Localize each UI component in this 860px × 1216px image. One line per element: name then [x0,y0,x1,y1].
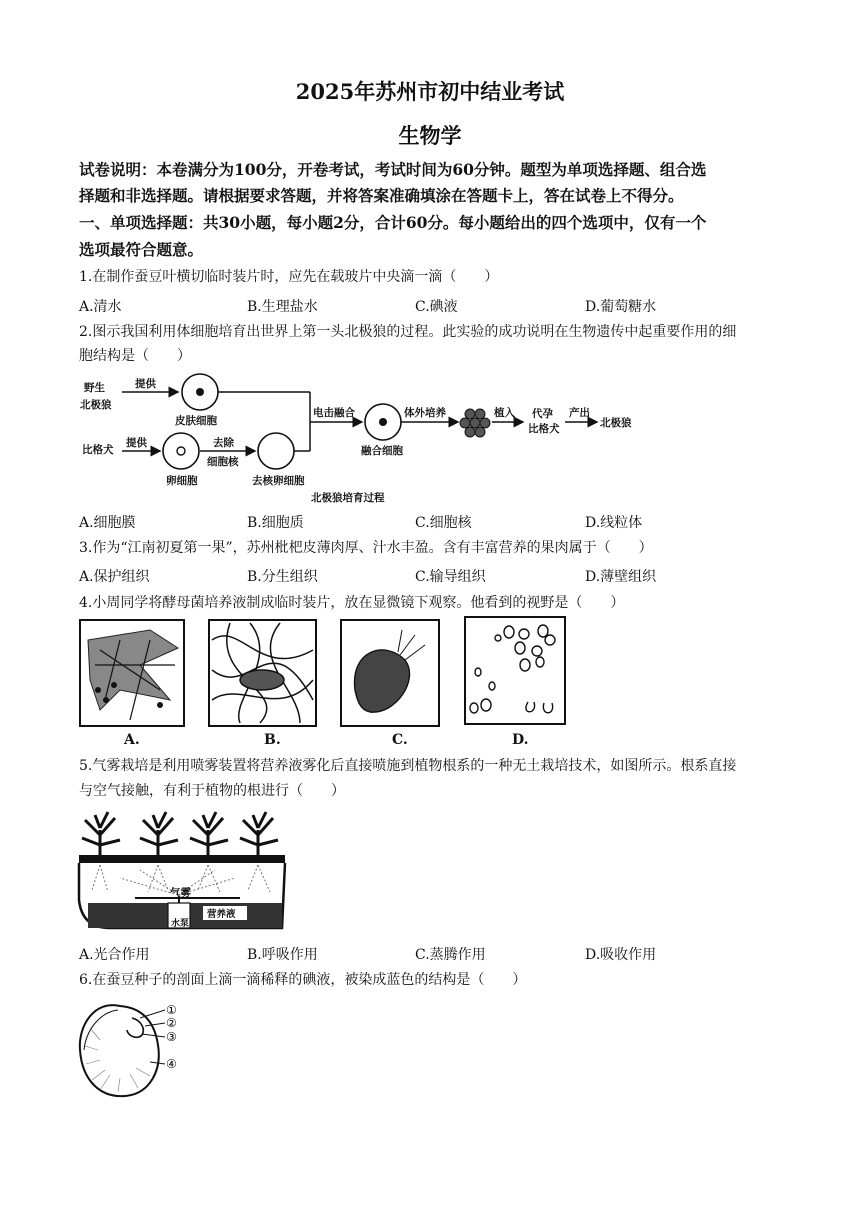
surrogate-label-2: 比格犬 [528,423,560,435]
question-4-option-c[interactable]: C. [392,732,408,748]
question-2-option-c[interactable]: C.细胞核 [415,515,472,531]
remove-label-2: 细胞核 [207,456,239,468]
enucleated-egg-label: 去核卵细胞 [252,475,305,487]
question-2-option-b[interactable]: B.细胞质 [247,515,304,531]
section-heading-line-2: 选项最符合题意。 [79,240,204,259]
provide-label-1: 提供 [135,378,156,390]
instructions-line-2: 择题和非选择题。请根据要求答题，并将答案准确填涂在答题卡上，答在试卷上不得分。 [79,186,684,205]
question-4-option-d[interactable]: D. [512,732,529,748]
remove-label-1: 去除 [213,437,234,449]
section-heading-line-1: 一、单项选择题：共30小题，每小题2分，合计60分。每小题给出的四个选项中，仅有一个 [79,213,707,232]
question-2-option-d[interactable]: D.线粒体 [585,515,643,531]
question-5-stem-line-1: 5.气雾栽培是利用喷雾装置将营养液雾化后直接喷施到植物根系的一种无土栽培技术，如图所示。根系直接 [79,758,737,774]
provide-label-2: 提供 [126,437,147,449]
nutrient-label: 营养液 [207,909,236,920]
seed-label-1: ① [166,1003,177,1017]
question-4-stem: 4.小周同学将酵母菌培养液制成临时装片，放在显微镜下观察。他看到的视野是（ ） [79,595,625,611]
question-3-option-a[interactable]: A.保护组织 [79,569,150,585]
question-5-stem-line-2: 与空气接触，有利于植物的根进行（ ） [79,783,345,799]
exam-subject: 生物学 [398,123,462,148]
seed-label-3: ③ [166,1030,177,1044]
produce-label: 产出 [569,407,590,419]
question-3-option-c[interactable]: C.输导组织 [415,569,486,585]
seed-label-2: ② [166,1016,177,1030]
skin-cell-label: 皮肤细胞 [175,415,217,427]
question-4-option-a[interactable]: A. [124,732,140,748]
question-4-option-b[interactable]: B. [264,732,281,748]
diagram-caption: 北极狼培育过程 [311,492,385,504]
instructions-line-1: 试卷说明：本卷满分为100分，开卷考试，考试时间为60分钟。题型为单项选择题、组合选 [79,160,707,179]
mist-label: 气雾 [170,887,191,899]
seed-label-4: ④ [166,1057,177,1071]
electric-fusion-label: 电击融合 [313,407,355,419]
surrogate-label-1: 代孕 [532,408,553,420]
question-1-option-a[interactable]: A.清水 [79,299,122,315]
question-5-option-a[interactable]: A.光合作用 [79,947,150,963]
question-2-option-a[interactable]: A.细胞膜 [79,515,136,531]
question-3-stem: 3.作为“江南初夏第一果”，苏州枇杷皮薄肉厚、汁水丰盈。含有丰富营养的果肉属于（ ） [79,540,653,556]
beagle-label: 比格犬 [82,444,114,456]
question-1-option-c[interactable]: C.碘液 [415,299,458,315]
pump-label: 水泵 [171,919,190,929]
wild-wolf-label-2: 北极狼 [80,399,112,411]
arctic-wolf-label: 北极狼 [600,417,632,429]
question-2-stem-line-1: 2.图示我国利用体细胞培育出世界上第一头北极狼的过程。此实验的成功说明在生物遗传中起重要作用的细 [79,324,737,340]
question-3-option-b[interactable]: B.分生组织 [247,569,318,585]
implant-label: 植入 [494,407,515,419]
in-vitro-label: 体外培养 [404,407,446,419]
exam-title: 2025年苏州市初中结业考试 [295,79,565,104]
question-6-stem: 6.在蚕豆种子的剖面上滴一滴稀释的碘液，被染成蓝色的结构是（ ） [79,972,527,988]
question-3-option-d[interactable]: D.薄壁组织 [585,569,657,585]
fused-cell-label: 融合细胞 [361,445,403,457]
question-5-option-d[interactable]: D.吸收作用 [585,947,657,963]
question-5-option-c[interactable]: C.蒸腾作用 [415,947,486,963]
question-2-stem-line-2: 胞结构是（ ） [79,348,191,364]
question-5-option-b[interactable]: B.呼吸作用 [247,947,318,963]
question-1-option-b[interactable]: B.生理盐水 [247,299,318,315]
question-1-stem: 1.在制作蚕豆叶横切临时装片时，应先在载玻片中央滴一滴（ ） [79,269,499,285]
egg-cell-label: 卵细胞 [166,475,198,487]
wild-wolf-label-1: 野生 [84,382,105,394]
question-1-option-d[interactable]: D.葡萄糖水 [585,299,657,315]
